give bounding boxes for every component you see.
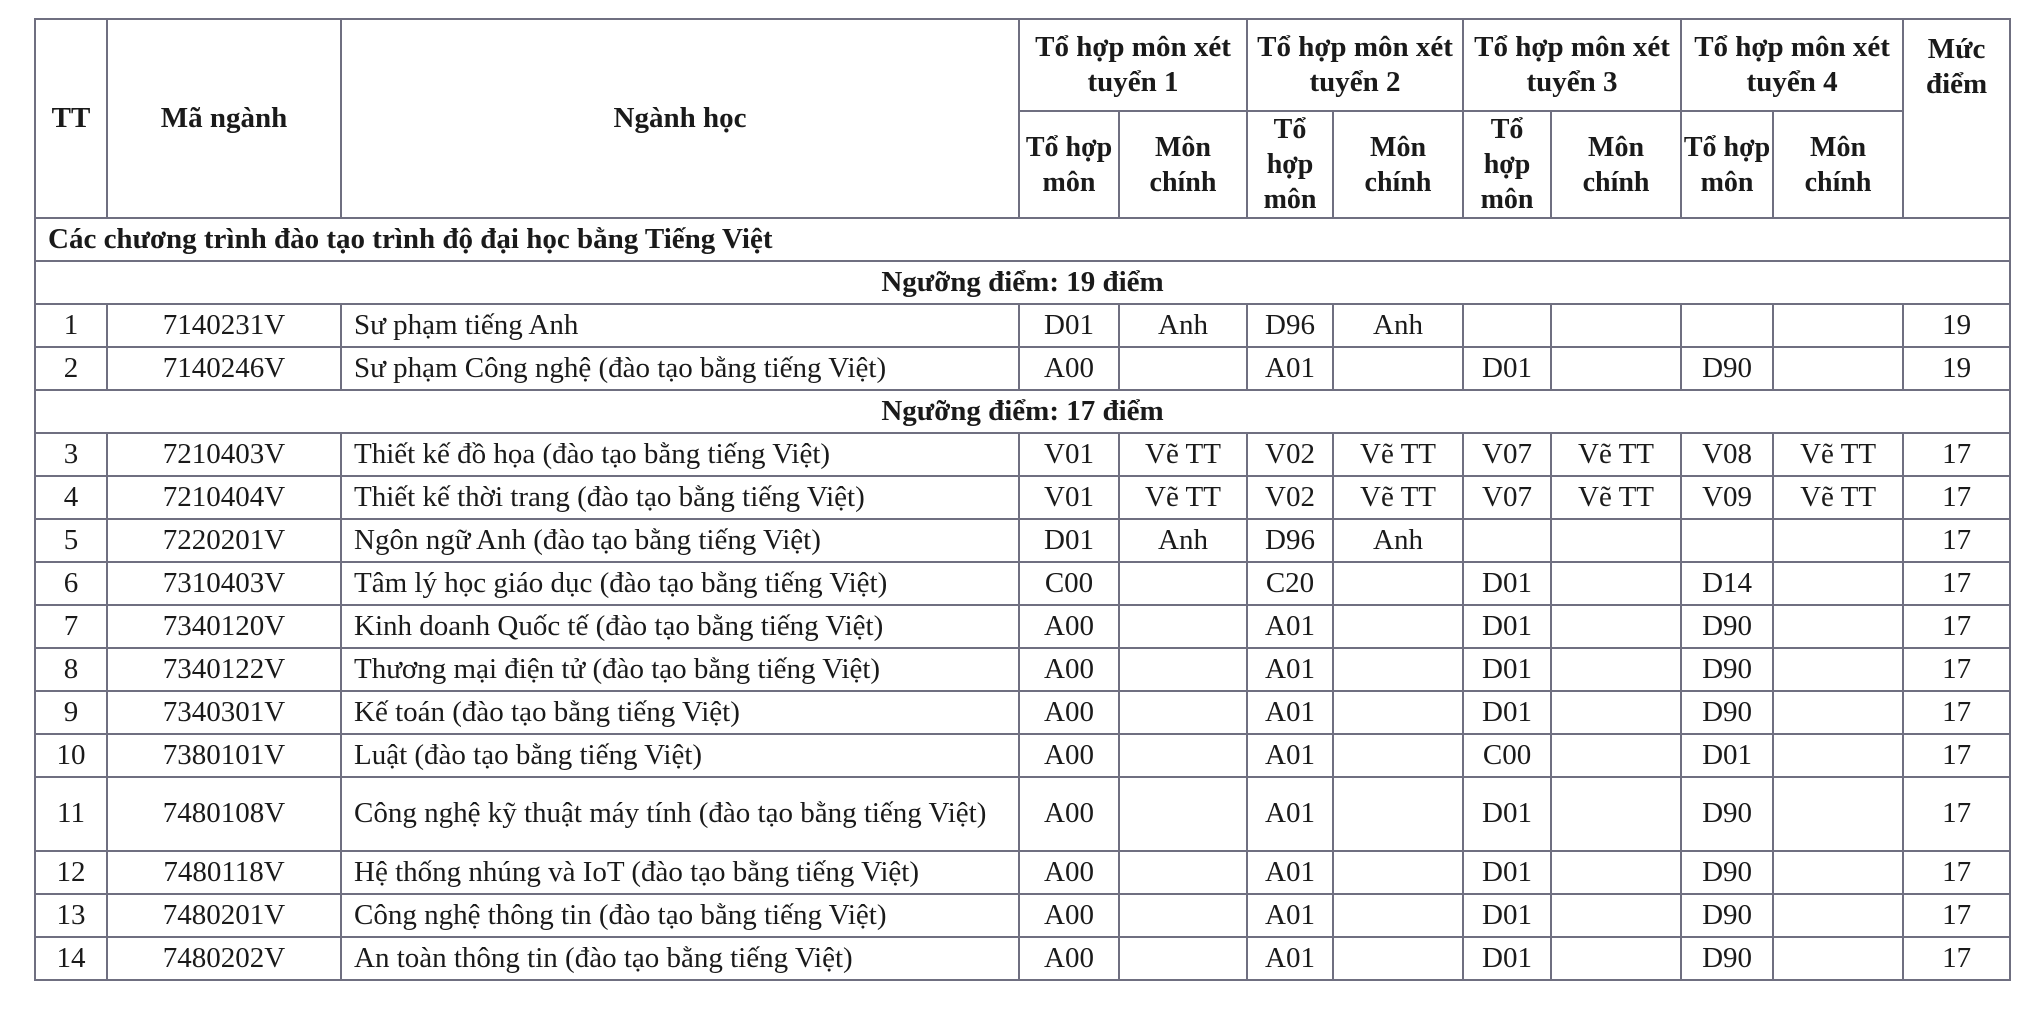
cell-main-3: [1551, 691, 1681, 734]
cell-combo-3: C00: [1463, 734, 1551, 777]
cell-combo-3: D01: [1463, 937, 1551, 980]
cell-major: Công nghệ kỹ thuật máy tính (đào tạo bằng tiếng Việt): [341, 777, 1019, 851]
cell-main-1: Anh: [1119, 519, 1247, 562]
header-combo-2: Tổ hợp môn: [1247, 111, 1333, 218]
cell-combo-4: D90: [1681, 894, 1773, 937]
cell-combo-4: D01: [1681, 734, 1773, 777]
header-main-3: Môn chính: [1551, 111, 1681, 218]
header-combo-1: Tổ hợp môn: [1019, 111, 1119, 218]
cell-tt: 3: [35, 433, 107, 476]
cell-score: 17: [1903, 648, 2010, 691]
cell-tt: 6: [35, 562, 107, 605]
cell-main-2: Anh: [1333, 519, 1463, 562]
cell-main-2: Vẽ TT: [1333, 476, 1463, 519]
cell-combo-4: D90: [1681, 605, 1773, 648]
table-row: [35, 519, 2010, 562]
cell-main-1: [1119, 691, 1247, 734]
cell-combo-3: D01: [1463, 347, 1551, 390]
cell-score: 17: [1903, 937, 2010, 980]
cell-combo-1: V01: [1019, 433, 1119, 476]
cell-combo-4: V09: [1681, 476, 1773, 519]
cell-tt: 11: [35, 777, 107, 851]
table-row: [35, 304, 2010, 347]
cell-main-1: Vẽ TT: [1119, 476, 1247, 519]
table-row: [35, 894, 2010, 937]
cell-combo-1: A00: [1019, 347, 1119, 390]
cell-main-4: [1773, 648, 1903, 691]
cell-combo-4: V08: [1681, 433, 1773, 476]
cell-combo-2: A01: [1247, 851, 1333, 894]
cell-combo-2: A01: [1247, 691, 1333, 734]
cell-combo-1: A00: [1019, 777, 1119, 851]
cell-code: 7140231V: [107, 304, 341, 347]
cell-major: Ngôn ngữ Anh (đào tạo bằng tiếng Việt): [341, 519, 1019, 562]
header-group-3: Tổ hợp môn xét tuyển 3: [1463, 19, 1681, 111]
header-combo-4: Tổ hợp môn: [1681, 111, 1773, 218]
cell-tt: 10: [35, 734, 107, 777]
cell-main-1: [1119, 562, 1247, 605]
table-row: [35, 347, 2010, 390]
cell-score: 17: [1903, 519, 2010, 562]
cell-major: An toàn thông tin (đào tạo bằng tiếng Việt): [341, 937, 1019, 980]
header-score: Mức điểm: [1903, 19, 2010, 218]
cell-code: 7380101V: [107, 734, 341, 777]
cell-code: 7210403V: [107, 433, 341, 476]
cell-combo-4: D90: [1681, 937, 1773, 980]
cell-main-2: [1333, 562, 1463, 605]
cell-combo-2: D96: [1247, 304, 1333, 347]
header-group-2: Tổ hợp môn xét tuyển 2: [1247, 19, 1463, 111]
header-tt: TT: [35, 19, 107, 218]
cell-main-4: [1773, 937, 1903, 980]
table-row: [35, 851, 2010, 894]
cell-score: 17: [1903, 433, 2010, 476]
cell-major: Sư phạm Công nghệ (đào tạo bằng tiếng Việt): [341, 347, 1019, 390]
cell-major: Hệ thống nhúng và IoT (đào tạo bằng tiếng Việt): [341, 851, 1019, 894]
table-row: [35, 777, 2010, 851]
cell-combo-4: D90: [1681, 851, 1773, 894]
cell-main-3: [1551, 937, 1681, 980]
cell-score: 17: [1903, 562, 2010, 605]
admission-document: [34, 18, 2011, 981]
cell-combo-3: D01: [1463, 851, 1551, 894]
cell-combo-4: [1681, 519, 1773, 562]
cell-combo-3: V07: [1463, 433, 1551, 476]
threshold-heading: Ngưỡng điểm: 19 điểm: [35, 261, 2010, 304]
cell-code: 7210404V: [107, 476, 341, 519]
cell-combo-1: A00: [1019, 691, 1119, 734]
cell-main-2: [1333, 777, 1463, 851]
cell-main-3: [1551, 304, 1681, 347]
cell-combo-4: D90: [1681, 691, 1773, 734]
table-row: [35, 734, 2010, 777]
cell-main-2: [1333, 894, 1463, 937]
table-row: [35, 648, 2010, 691]
header-main-2: Môn chính: [1333, 111, 1463, 218]
cell-combo-1: D01: [1019, 519, 1119, 562]
cell-combo-3: D01: [1463, 648, 1551, 691]
cell-main-2: [1333, 691, 1463, 734]
cell-code: 7220201V: [107, 519, 341, 562]
cell-combo-4: D90: [1681, 347, 1773, 390]
table-row: [35, 433, 2010, 476]
admission-score-table: [34, 18, 2011, 981]
cell-combo-1: A00: [1019, 937, 1119, 980]
cell-tt: 2: [35, 347, 107, 390]
header-main-4: Môn chính: [1773, 111, 1903, 218]
cell-combo-3: D01: [1463, 777, 1551, 851]
cell-tt: 13: [35, 894, 107, 937]
table-body: [35, 218, 2010, 980]
cell-combo-1: A00: [1019, 605, 1119, 648]
section-title: Các chương trình đào tạo trình độ đại học bằng Tiếng Việt: [35, 218, 2010, 261]
header-group-1: Tổ hợp môn xét tuyển 1: [1019, 19, 1247, 111]
cell-main-3: [1551, 777, 1681, 851]
cell-main-3: [1551, 347, 1681, 390]
cell-score: 17: [1903, 476, 2010, 519]
cell-main-3: [1551, 894, 1681, 937]
cell-score: 17: [1903, 851, 2010, 894]
header-main-1: Môn chính: [1119, 111, 1247, 218]
cell-combo-1: A00: [1019, 851, 1119, 894]
cell-code: 7480108V: [107, 777, 341, 851]
cell-main-4: [1773, 562, 1903, 605]
cell-code: 7480118V: [107, 851, 341, 894]
cell-combo-3: D01: [1463, 605, 1551, 648]
table-row: [35, 562, 2010, 605]
cell-main-2: [1333, 605, 1463, 648]
cell-combo-3: [1463, 304, 1551, 347]
cell-combo-2: A01: [1247, 347, 1333, 390]
cell-main-1: [1119, 894, 1247, 937]
header-group-4: Tổ hợp môn xét tuyển 4: [1681, 19, 1903, 111]
cell-code: 7340120V: [107, 605, 341, 648]
cell-combo-4: D14: [1681, 562, 1773, 605]
cell-main-1: [1119, 777, 1247, 851]
header-combo-3: Tổ hợp môn: [1463, 111, 1551, 218]
cell-main-4: [1773, 691, 1903, 734]
cell-tt: 4: [35, 476, 107, 519]
cell-combo-2: A01: [1247, 734, 1333, 777]
cell-major: Công nghệ thông tin (đào tạo bằng tiếng Việt): [341, 894, 1019, 937]
cell-main-2: [1333, 937, 1463, 980]
table-row: [35, 605, 2010, 648]
cell-main-4: Vẽ TT: [1773, 433, 1903, 476]
cell-combo-2: A01: [1247, 605, 1333, 648]
cell-major: Thương mại điện tử (đào tạo bằng tiếng Việt): [341, 648, 1019, 691]
cell-major: Tâm lý học giáo dục (đào tạo bằng tiếng Việt): [341, 562, 1019, 605]
cell-major: Thiết kế đồ họa (đào tạo bằng tiếng Việt): [341, 433, 1019, 476]
cell-main-4: [1773, 894, 1903, 937]
cell-main-2: Anh: [1333, 304, 1463, 347]
cell-major: Sư phạm tiếng Anh: [341, 304, 1019, 347]
table-header: [35, 19, 2010, 218]
cell-combo-3: D01: [1463, 894, 1551, 937]
cell-main-3: [1551, 519, 1681, 562]
cell-major: Kế toán (đào tạo bằng tiếng Việt): [341, 691, 1019, 734]
cell-combo-4: [1681, 304, 1773, 347]
cell-tt: 9: [35, 691, 107, 734]
cell-score: 19: [1903, 347, 2010, 390]
cell-main-1: [1119, 937, 1247, 980]
cell-main-2: Vẽ TT: [1333, 433, 1463, 476]
cell-tt: 7: [35, 605, 107, 648]
cell-main-1: Vẽ TT: [1119, 433, 1247, 476]
cell-combo-2: A01: [1247, 777, 1333, 851]
cell-combo-2: D96: [1247, 519, 1333, 562]
cell-combo-2: C20: [1247, 562, 1333, 605]
cell-main-4: [1773, 347, 1903, 390]
cell-score: 17: [1903, 605, 2010, 648]
header-major: Ngành học: [341, 19, 1019, 218]
cell-code: 7480202V: [107, 937, 341, 980]
cell-major: Kinh doanh Quốc tế (đào tạo bằng tiếng Việt): [341, 605, 1019, 648]
cell-main-3: [1551, 605, 1681, 648]
cell-combo-4: D90: [1681, 777, 1773, 851]
cell-main-4: [1773, 519, 1903, 562]
threshold-heading: Ngưỡng điểm: 17 điểm: [35, 390, 2010, 433]
cell-combo-1: A00: [1019, 648, 1119, 691]
header-code: Mã ngành: [107, 19, 341, 218]
cell-combo-2: V02: [1247, 433, 1333, 476]
cell-code: 7480201V: [107, 894, 341, 937]
cell-code: 7140246V: [107, 347, 341, 390]
cell-main-2: [1333, 347, 1463, 390]
cell-combo-2: A01: [1247, 937, 1333, 980]
cell-combo-1: V01: [1019, 476, 1119, 519]
cell-code: 7340301V: [107, 691, 341, 734]
cell-combo-3: D01: [1463, 562, 1551, 605]
cell-code: 7340122V: [107, 648, 341, 691]
table-row: [35, 691, 2010, 734]
cell-combo-2: A01: [1247, 648, 1333, 691]
cell-combo-1: D01: [1019, 304, 1119, 347]
cell-code: 7310403V: [107, 562, 341, 605]
cell-main-4: [1773, 777, 1903, 851]
cell-main-1: [1119, 734, 1247, 777]
cell-combo-2: V02: [1247, 476, 1333, 519]
cell-major: Thiết kế thời trang (đào tạo bằng tiếng Việt): [341, 476, 1019, 519]
table-row: [35, 476, 2010, 519]
cell-combo-1: A00: [1019, 734, 1119, 777]
cell-main-1: [1119, 851, 1247, 894]
cell-major: Luật (đào tạo bằng tiếng Việt): [341, 734, 1019, 777]
cell-tt: 8: [35, 648, 107, 691]
cell-main-3: [1551, 851, 1681, 894]
cell-combo-3: [1463, 519, 1551, 562]
cell-main-3: [1551, 562, 1681, 605]
cell-tt: 1: [35, 304, 107, 347]
cell-score: 17: [1903, 894, 2010, 937]
cell-main-3: Vẽ TT: [1551, 433, 1681, 476]
cell-main-3: Vẽ TT: [1551, 476, 1681, 519]
cell-main-1: [1119, 605, 1247, 648]
cell-main-2: [1333, 734, 1463, 777]
cell-tt: 12: [35, 851, 107, 894]
cell-score: 17: [1903, 691, 2010, 734]
cell-tt: 14: [35, 937, 107, 980]
cell-score: 19: [1903, 304, 2010, 347]
cell-main-4: [1773, 851, 1903, 894]
table-row: [35, 937, 2010, 980]
cell-main-3: [1551, 648, 1681, 691]
cell-main-4: Vẽ TT: [1773, 476, 1903, 519]
cell-combo-2: A01: [1247, 894, 1333, 937]
cell-main-2: [1333, 851, 1463, 894]
cell-tt: 5: [35, 519, 107, 562]
cell-score: 17: [1903, 734, 2010, 777]
cell-main-1: [1119, 347, 1247, 390]
cell-main-1: [1119, 648, 1247, 691]
cell-combo-1: C00: [1019, 562, 1119, 605]
cell-main-4: [1773, 734, 1903, 777]
cell-score: 17: [1903, 777, 2010, 851]
cell-main-4: [1773, 605, 1903, 648]
cell-main-2: [1333, 648, 1463, 691]
cell-main-4: [1773, 304, 1903, 347]
cell-main-3: [1551, 734, 1681, 777]
cell-combo-1: A00: [1019, 894, 1119, 937]
cell-combo-4: D90: [1681, 648, 1773, 691]
cell-main-1: Anh: [1119, 304, 1247, 347]
cell-combo-3: D01: [1463, 691, 1551, 734]
cell-combo-3: V07: [1463, 476, 1551, 519]
